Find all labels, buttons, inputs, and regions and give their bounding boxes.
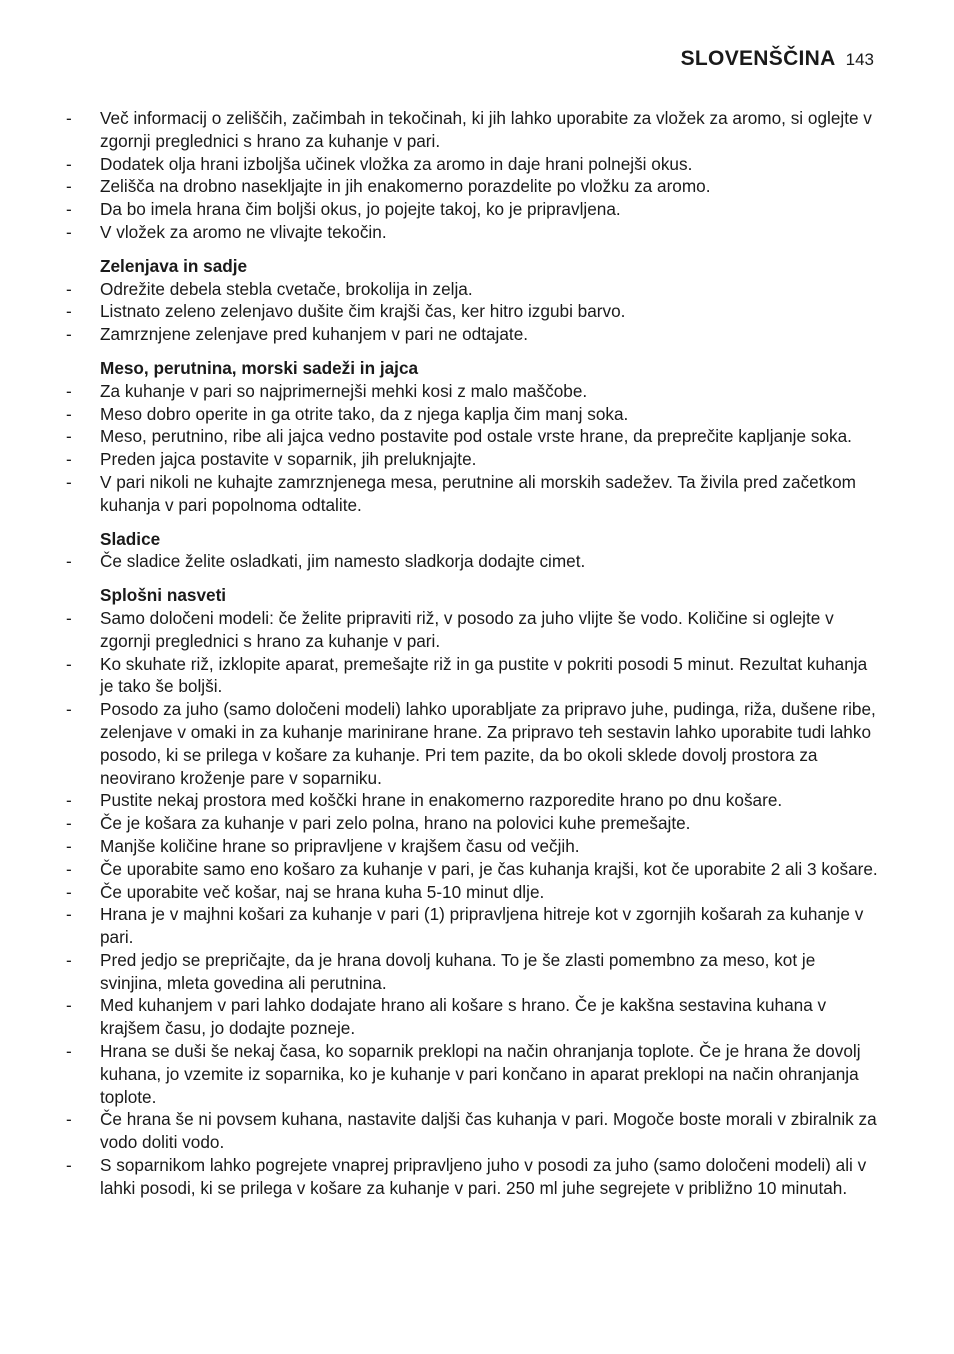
list-item: - Zelišča na drobno nasekljajte in jih enakomerno porazdelite po vložku za aromo.	[66, 176, 711, 197]
section-heading-vegetables: Zelenjava in sadje	[100, 255, 248, 276]
list-item: - Pustite nekaj prostora med koščki hrane in enakomerno razporedite hrano po dnu košare.	[66, 790, 783, 811]
page-number: 143	[845, 50, 874, 69]
list-item: - Posodo za juho (samo določeni modeli) lahko uporabljate za pripravo juhe, pudinga, riža, dušene ribe, zelenjave v omaki in za kuhanje marinirane hrane. Za pripravo teh sestavin lahko uporabite tudi lahko posodo, ki se prilega v košare za kuhanje. Pri tem pazite, da bo okoli sklede dovolj prostora za neovirano kroženje pare v soparniku.	[66, 699, 876, 788]
section-heading-desserts: Sladice	[100, 528, 161, 549]
section-heading-meat: Meso, perutnina, morski sadeži in jajca	[100, 357, 419, 378]
list-item: - Meso dobro operite in ga otrite tako, da z njega kaplja čim manj soka.	[66, 403, 629, 424]
language-title: SLOVENŠČINA	[680, 47, 836, 70]
list-item: - Pred jedjo se prepričajte, da je hrana dovolj kuhana. To je še zlasti pomembno za meso, kot je svinjina, mleta govedina ali perutnina.	[66, 949, 816, 993]
list-item: - Za kuhanje v pari so najprimernejši mehki kosi z malo maščobe.	[66, 380, 588, 401]
list-item: - Če uporabite samo eno košaro za kuhanje v pari, je čas kuhanja krajši, kot če uporabite 2 ali 3 košare.	[66, 858, 878, 879]
list-item: - Zamrznjene zelenjave pred kuhanjem v pari ne odtajate.	[66, 324, 529, 345]
document-body	[66, 107, 878, 1200]
list-item: - Če uporabite več košar, naj se hrana kuha 5-10 minut dlje.	[66, 881, 545, 902]
section-heading-general-tips: Splošni nasveti	[100, 585, 227, 606]
list-item: - Listnato zeleno zelenjavo dušite čim krajši čas, ker hitro izgubi barvo.	[66, 301, 626, 322]
list-item: - Manjše količine hrane so pripravljene v krajšem času od večjih.	[66, 835, 580, 856]
section-meat-list	[66, 380, 878, 517]
section-desserts-list	[66, 550, 878, 573]
list-item: - Hrana se duši še nekaj časa, ko soparnik preklopi na način ohranjanja toplote. Če je hrana že dovolj kuhana, jo vzemite iz soparnika, ko je kuhanje v pari končano in aparat preklopi na način ohranjanja toplote.	[66, 1041, 861, 1107]
list-item: - S soparnikom lahko pogrejete vnaprej pripravljeno juho v posodi za juho (samo določeni modeli) ali v lahki posodi, ki se prilega v košare za kuhanje v pari. 250 ml juhe segrejete v približno 10 minutah.	[66, 1155, 867, 1198]
list-item: - V vložek za aromo ne vlivajte tekočin.	[66, 221, 387, 242]
list-item: - Če hrana še ni povsem kuhana, nastavite daljši čas kuhanja v pari. Mogoče boste morali v zbiralnik za vodo doliti vodo.	[66, 1109, 877, 1153]
list-item: - Več informacij o zeliščih, začimbah in tekočinah, ki jih lahko uporabite za vložek za aromo, si oglejte v zgornji preglednici s hrano za kuhanje v pari.	[66, 108, 872, 151]
section-general-tips-list	[66, 607, 878, 1200]
list-item: - V pari nikoli ne kuhajte zamrznjenega mesa, perutnine ali morskih sadežev. Ta živila pred začetkom kuhanja v pari popolnoma odtalite.	[66, 471, 856, 515]
list-item: - Če sladice želite osladkati, jim namesto sladkorja dodajte cimet.	[66, 551, 586, 572]
list-item: - Da bo imela hrana čim boljši okus, jo pojejte takoj, ko je pripravljena.	[66, 199, 621, 220]
list-item: - Hrana je v majhni košari za kuhanje v pari (1) pripravljena hitreje kot v zgornjih košarah za kuhanje v pari.	[66, 904, 864, 948]
section-vegetables-list	[66, 278, 878, 346]
list-item: - Meso, perutnino, ribe ali jajca vedno postavite pod ostale vrste hrane, da preprečite kapljanje soka.	[66, 426, 852, 447]
list-item: - Samo določeni modeli: če želite pripraviti riž, v posodo za juho vlijte še vodo. Količine si oglejte v zgornji preglednici s hrano za kuhanje v pari.	[66, 607, 834, 651]
list-item: - Če je košara za kuhanje v pari zelo polna, hrano na polovici kuhe premešajte.	[66, 813, 691, 834]
page-header	[681, 47, 874, 71]
list-item: - Med kuhanjem v pari lahko dodajate hrano ali košare s hrano. Če je kakšna sestavina kuhana v krajšem času, jo dodajte pozneje.	[66, 995, 827, 1039]
list-item: - Odrežite debela stebla cvetače, brokolija in zelja.	[66, 278, 473, 299]
list-item: - Dodatek olja hrani izboljša učinek vložka za aromo in daje hrani polnejši okus.	[66, 153, 693, 174]
list-item: - Ko skuhate riž, izklopite aparat, premešajte riž in ga pustite v pokriti posodi 5 minut. Rezultat kuhanja je tako še boljši.	[66, 653, 868, 697]
list-item: - Preden jajca postavite v soparnik, jih preluknjajte.	[66, 449, 477, 470]
section-aroma-list	[66, 107, 878, 244]
